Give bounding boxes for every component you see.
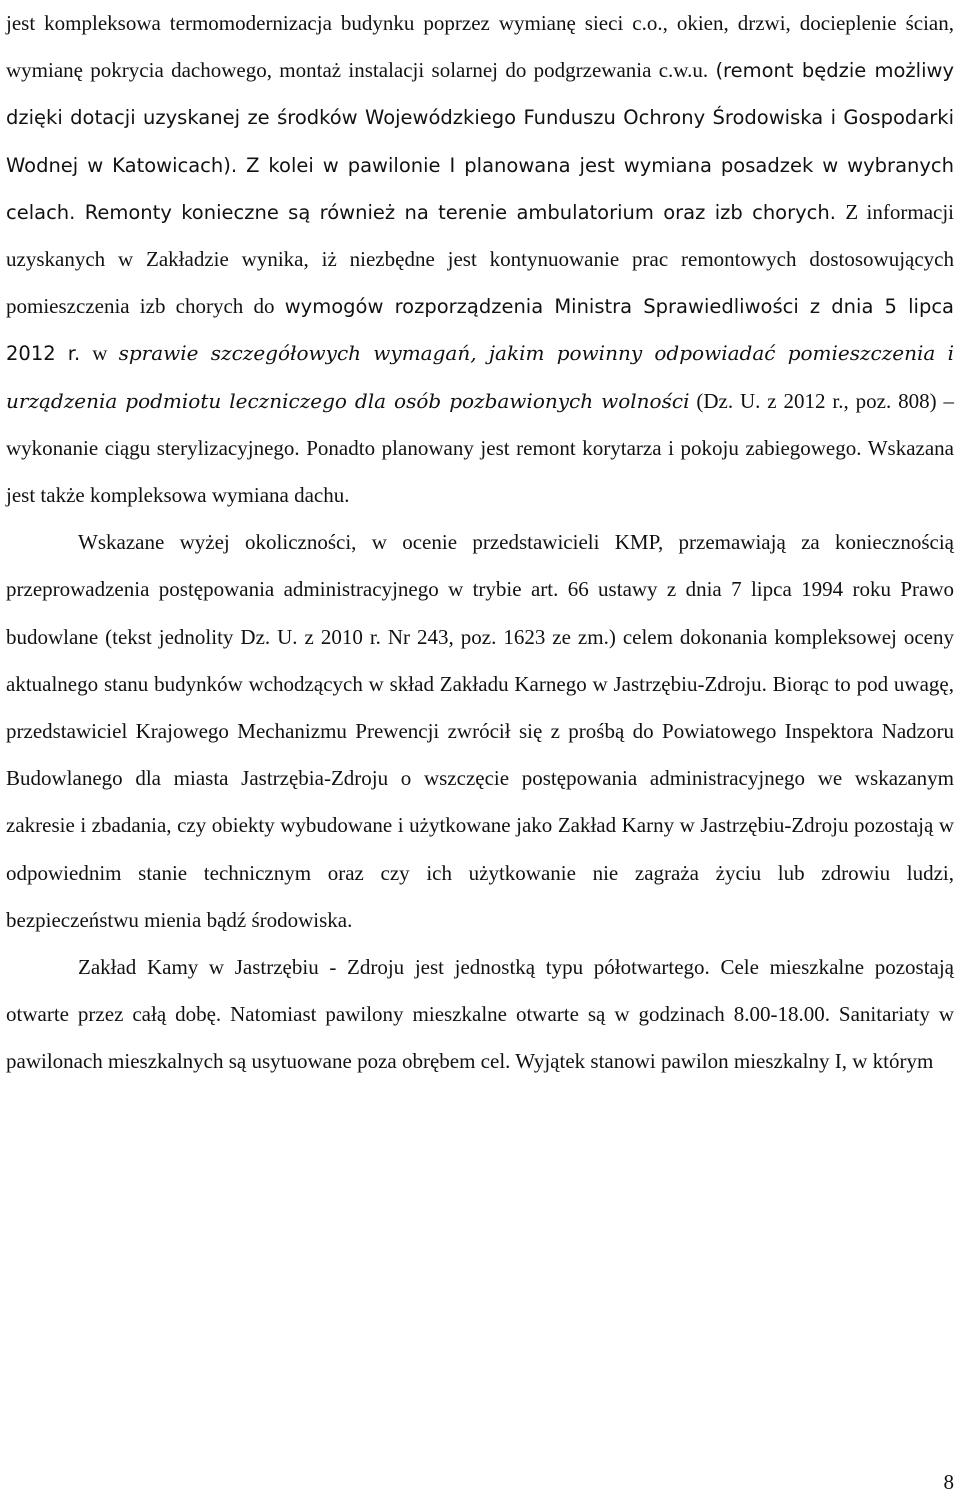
- text-segment: Z informacji uzyskanych w Zakładzie wynika, iż niezbędne jest kontynuowanie prac remontowych dostosowujących pomieszczenia izb chorych do: [6, 199, 955, 319]
- document-page: [6, 0, 954, 1086]
- text-segment: (Dz. U. z 2012 r., poz. 808) – wykonanie ciągu sterylizacyjnego. Ponadto planowany jest remont korytarza i pokoju zabiegowego. Wskazana jest także kompleksowa wymiana dachu.: [6, 388, 954, 508]
- paragraph-facility-type: [6, 944, 954, 1086]
- text-segment: Wskazane wyżej okoliczności, w ocenie przedstawicieli KMP, przemawiają za koniecznością przeprowadzenia postępowania administracyjnego w trybie art. 66 ustawy z dnia 7 lipca 1994 roku Prawo budowlane (tekst jednolity Dz. U. z 2010 r. Nr 243, poz. 1623 ze zm.) celem dokonania kompleksowej oceny aktualnego stanu budynków wchodzących w skład Zakładu Karnego w Jastrzębiu-Zdroju. Biorąc to pod uwagę, przedstawiciel Krajowego Mechanizmu Prewencji zwrócił się z prośbą do Powiatowego Inspektora Nadzoru Budowlanego dla miasta Jastrzębia-Zdroju o wszczęcie postępowania administracyjnego we wskazanym zakresie i zbadania, czy obiekty wybudowane i użytkowane jako Zakład Karny w Jastrzębiu-Zdroju pozostają w odpowiednim stanie technicznym oraz czy ich użytkowanie nie zagraża życiu lub zdrowiu ludzi, bezpieczeństwu mienia bądź środowiska.: [6, 530, 954, 932]
- regulation-title: sprawie szczegółowych wymagań, jakim powinny odpowiadać pomieszczenia i urządzenia podmiotu leczniczego dla osób pozbawionych wolności: [6, 341, 954, 413]
- text-segment: w: [92, 341, 119, 366]
- text-segment: (remont będzie możliwy dzięki dotacji uzyskanej ze środków Wojewódzkiego Funduszu Ochrony Środowiska i Gospodarki Wodnej w Katowicach). Z kolei w pawilonie I planowana jest wymiana posadzek w wybranych celach. Remonty konieczne są również na terenie ambulatorium oraz izb chorych.: [6, 59, 954, 224]
- paragraph-renovation-needs: [6, 0, 954, 519]
- text-segment: wymogów rozporządzenia Ministra Sprawiedliwości z dnia 5 lipca 2012 r.: [6, 295, 955, 366]
- text-segment: Zakład Kamy w Jastrzębiu - Zdroju jest jednostką typu półotwartego. Cele mieszkalne pozostają otwarte przez całą dobę. Natomiast pawilony mieszkalne otwarte są w godzinach 8.00-18.00. Sanitariaty w pawilonach mieszkalnych są usytuowane poza obrębem cel. Wyjątek stanowi pawilon mieszkalny I, w którym: [6, 955, 954, 1074]
- page-number: 8: [943, 1470, 954, 1494]
- paragraph-kmp-request: [6, 519, 954, 944]
- text-segment: jest kompleksowa termomodernizacja budynku poprzez wymianę sieci c.o., okien, drzwi, docieplenie ścian, wymianę pokrycia dachowego, montaż instalacji solarnej do podgrzewania c.w.u.: [6, 11, 954, 83]
